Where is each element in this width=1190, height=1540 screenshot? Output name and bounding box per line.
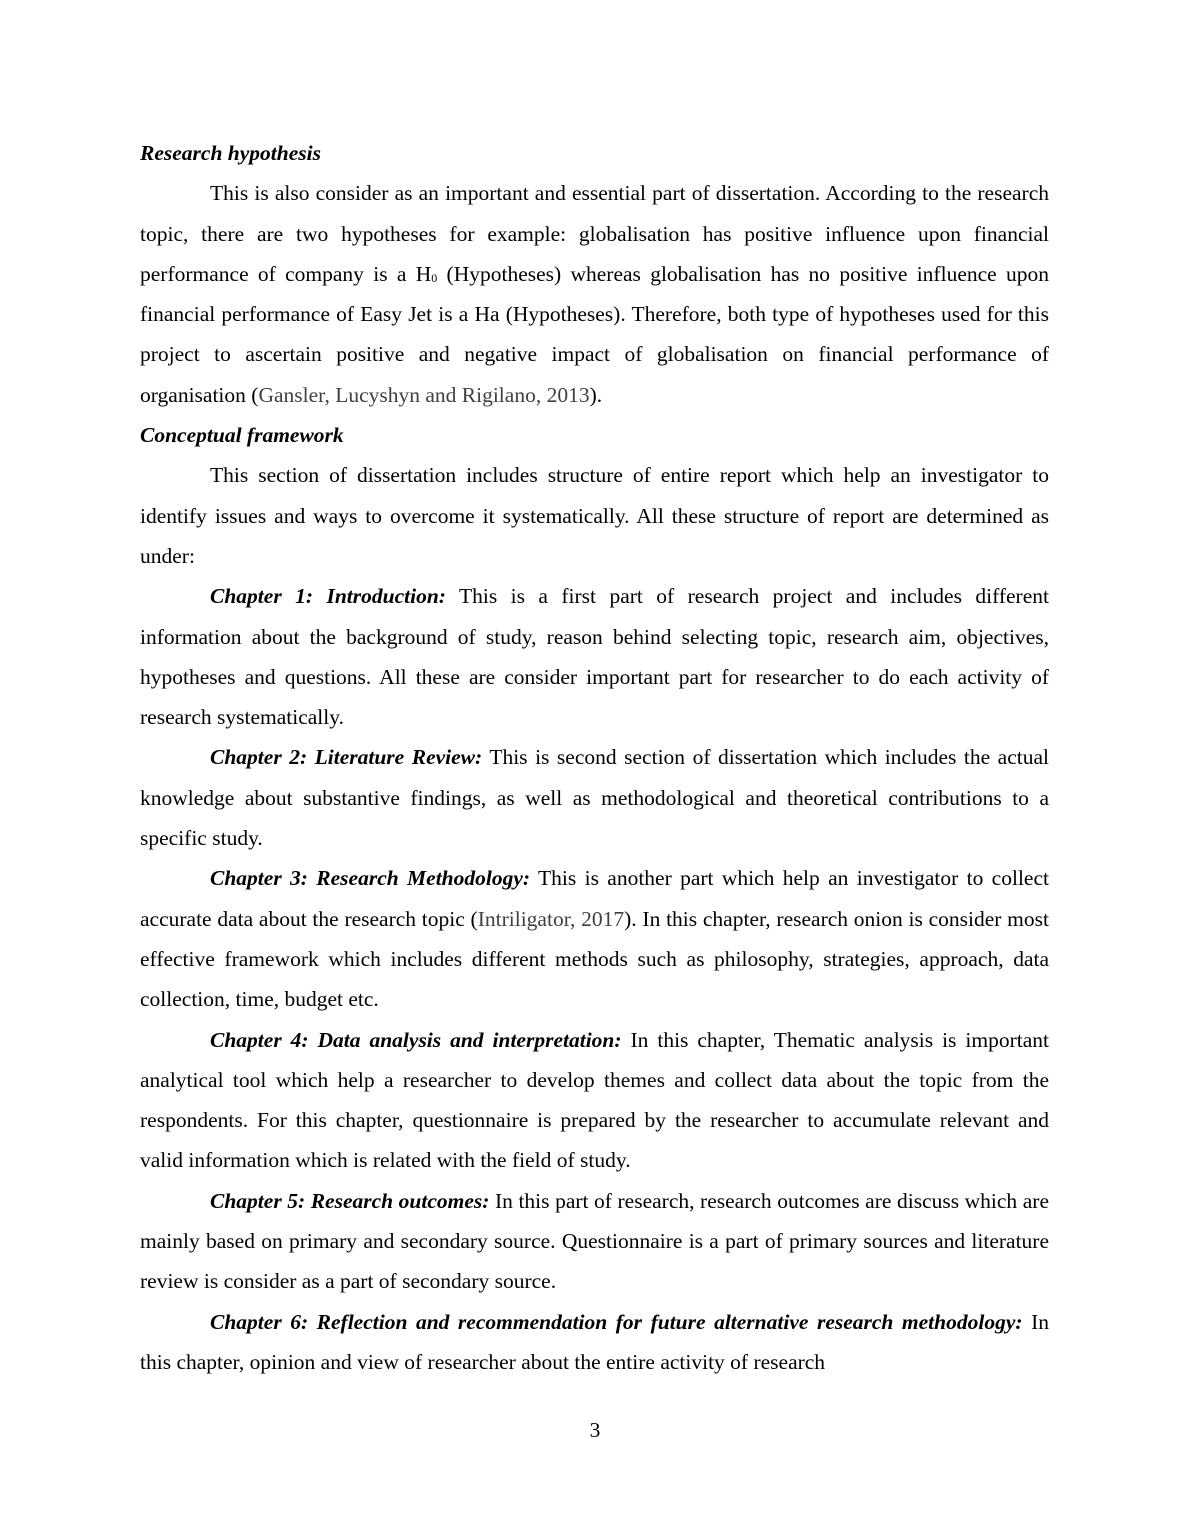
hypothesis-text-part-2: (Hypotheses) whereas globalisation has no positive influence upon financial performance of Easy Jet is a Ha (Hypotheses). Therefore, both type of hypotheses used for this project to ascertain positive and negative impact of globalisation on financial performance of organisation (	[140, 261, 1049, 407]
hypothesis-text-part-1: This is also consider as an important and essential part of dissertation. According to the research topic, there are two hypotheses for example: globalisation has positive influence upon financial performance of company is a H	[140, 181, 1049, 286]
conceptual-framework-intro: This section of dissertation includes structure of entire report which help an investigator to identify issues and ways to overcome it systematically. All these structure of report are determined as under:	[140, 463, 1049, 568]
chapter-4-text: In this chapter, Thematic analysis is important analytical tool which help a researcher to develop themes and collect data about the topic from the respondents. For this chapter, questionnaire is prepared by the researcher to accumulate relevant and valid information which is related with the field of study.	[140, 1027, 1049, 1173]
chapter-3-text-part-1: This is another part which help an investigator to collect accurate data about the research topic (	[140, 866, 1049, 931]
research-hypothesis-heading: Research hypothesis	[140, 141, 321, 165]
chapter-6-label: Chapter 6: Reflection and recommendation for future alternative research methodology:	[210, 1309, 1023, 1334]
hypothesis-subscript: 0	[431, 270, 438, 285]
document-page	[140, 133, 1049, 1382]
chapter-1-text: This is a first part of research project and includes different information about the background of study, reason behind selecting topic, research aim, objectives, hypotheses and questions. All these are consider important part for researcher to do each activity of research systematically.	[140, 584, 1049, 730]
chapter-5-text: In this part of research, research outcomes are discuss which are mainly based on primary and secondary source. Questionnaire is a part of primary sources and literature review is consider as a part of secondary source.	[140, 1188, 1049, 1294]
page-number: 3	[589, 1418, 601, 1442]
chapter-2-text: This is second section of dissertation which includes the actual knowledge about substantive findings, as well as methodological and theoretical contributions to a specific study.	[140, 745, 1049, 851]
chapter-4-label: Chapter 4: Data analysis and interpretation:	[210, 1027, 622, 1052]
hypothesis-citation: Gansler, Lucyshyn and Rigilano, 2013	[258, 382, 590, 407]
chapter-1-label: Chapter 1: Introduction:	[210, 584, 446, 609]
chapter-5-paragraph	[140, 1181, 1049, 1302]
chapter-3-label: Chapter 3: Research Methodology:	[210, 866, 531, 891]
chapter-3-paragraph	[140, 858, 1049, 1019]
chapter-1-paragraph	[140, 576, 1049, 737]
conceptual-framework-heading: Conceptual framework	[140, 423, 344, 448]
hypothesis-text-part-3: ).	[589, 382, 603, 407]
chapter-4-paragraph	[140, 1020, 1049, 1181]
chapter-2-label: Chapter 2: Literature Review:	[210, 745, 483, 770]
chapter-6-text: In this chapter, opinion and view of researcher about the entire activity of research	[140, 1309, 1049, 1374]
chapter-3-text-part-2: ). In this chapter, research onion is consider most effective framework which includes different methods such as philosophy, strategies, approach, data collection, time, budget etc.	[140, 906, 1049, 1012]
chapter-3-citation: Intriligator, 2017	[477, 906, 625, 931]
chapter-6-paragraph	[140, 1302, 1049, 1383]
research-hypothesis-paragraph	[140, 173, 1049, 415]
chapter-5-label: Chapter 5: Research outcomes:	[210, 1188, 490, 1213]
chapter-2-paragraph	[140, 737, 1049, 858]
